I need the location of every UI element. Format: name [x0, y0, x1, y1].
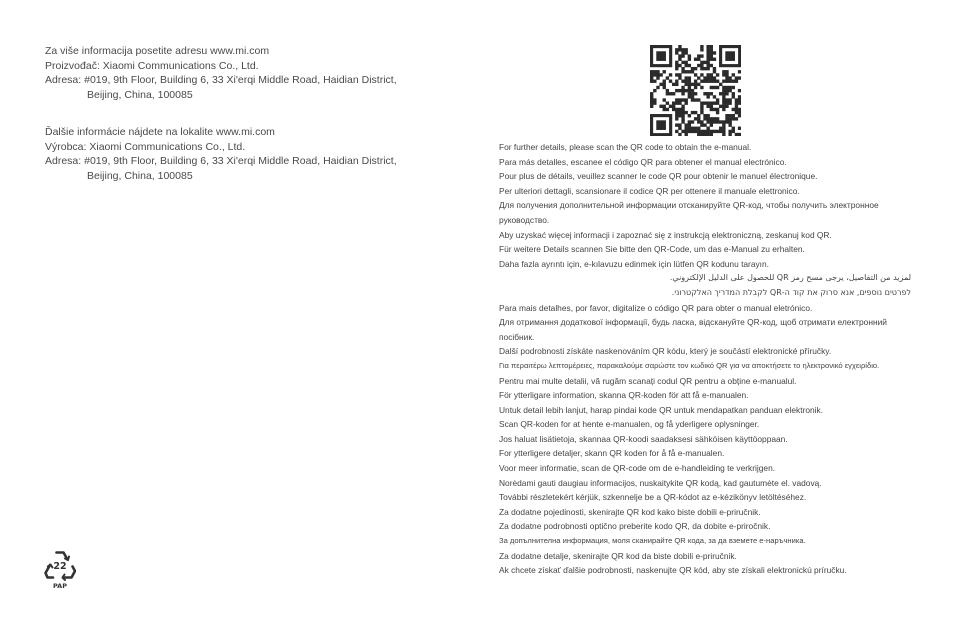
- instruction-line: Pentru mai multe detalii, vă rugăm scanați codul QR pentru a obține e-manualul.: [499, 375, 797, 386]
- instruction-line: لمزيد من التفاصيل، يرجى مسح رمز QR للحصول على الدليل الإلكتروني.: [669, 273, 911, 283]
- address-city-line: Beijing, China, 100085: [87, 169, 193, 182]
- instruction-line: Pour plus de détails, veuillez scanner le code QR pour obtenir le manuel électronique.: [499, 171, 818, 182]
- instruction-line: Ak chcete získať ďalšie podrobnosti, naskenujte QR kód, aby ste získali elektronickú príručku.: [499, 565, 847, 576]
- instruction-line: Voor meer informatie, scan de QR-code om de e-handleiding te verkrijgen.: [499, 463, 776, 474]
- manufacturer-line: Proizvođač: Xiaomi Communications Co., Ltd.: [45, 59, 259, 72]
- instruction-line: Scan QR-koden for at hente e-manualen, og få yderligere oplysninger.: [499, 419, 760, 430]
- instruction-line: Další podrobnosti získáte naskenováním QR kódu, který je součástí elektronické příručky.: [499, 346, 832, 357]
- instruction-line: Para más detalles, escanee el código QR para obtener el manual electrónico.: [499, 156, 787, 167]
- instruction-line: Za dodatne detalje, skenirajte QR kod da biste dobili e-priručnik.: [499, 550, 737, 561]
- instruction-line: Norėdami gauti daugiau informacijos, nuskaitykite QR kodą, kad gautumėte el. vadovą.: [499, 477, 822, 488]
- qr-code-icon: [650, 45, 741, 136]
- instruction-line: לפרטים נוספים, אנא סרוק את קוד ה-QR לקבלת המדריך האלקטרוני.: [671, 287, 911, 297]
- instruction-line: För ytterligare information, skanna QR-koden för att få e-manualen.: [499, 390, 749, 401]
- instruction-line: За допълнителна информация, моля сканирайте QR кода, за да вземете е-наръчника.: [499, 536, 806, 546]
- instruction-line: For ytterligere detaljer, skann QR koden for å få e-manualen.: [499, 448, 725, 459]
- instruction-line: Для отримання додаткової інформації, будь ласка, відскануйте QR-код, щоб отримати електронний посібник.: [499, 317, 887, 342]
- instruction-line: További részletekért kérjük, szkennelje be a QR-kódot az e-kézikönyv letöltéséhez.: [499, 492, 807, 503]
- instruction-line: Daha fazla ayrıntı için, e-kılavuzu edinmek için lütfen QR kodunu tarayın.: [499, 258, 769, 269]
- website-line: Ďalšie informácie nájdete na lokalite www.mi.com: [45, 126, 275, 138]
- recycling-logo: [44, 549, 76, 591]
- instruction-line: Για περαιτέρω λεπτομέρειες, παρακαλούμε σαρώστε τον κωδικό QR για να αποκτήσετε το ηλεκτρονικό εγχειρίδιο.: [499, 360, 880, 370]
- instruction-line: Aby uzyskać więcej informacji i zapoznać się z instrukcją elektroniczną, zeskanuj kod QR.: [499, 229, 832, 240]
- instruction-line: For further details, please scan the QR code to obtain the e-manual.: [499, 142, 752, 152]
- contact-block-slovak: [45, 125, 465, 183]
- address-line: Adresa: #019, 9th Floor, Building 6, 33 Xi'erqi Middle Road, Haidian District,: [45, 155, 397, 167]
- instruction-line: Per ulteriori dettagli, scansionare il codice QR per ottenere il manuale elettronico.: [499, 185, 800, 196]
- manufacturer-line: Výrobca: Xiaomi Communications Co., Ltd.: [45, 140, 246, 153]
- instruction-line: Za dodatne pojedinosti, skenirajte QR kod kako biste dobili e-priručnik.: [499, 506, 761, 517]
- contact-block-serbian: [45, 44, 465, 102]
- recycling-material: PAP: [53, 582, 67, 590]
- recycling-code: 22: [53, 561, 67, 572]
- instruction-line: Para mais detalhes, por favor, digitalize o código QR para obter o manual eletrónico.: [499, 302, 813, 313]
- instruction-line: Untuk detail lebih lanjut, harap pindai kode QR untuk mendapatkan panduan elektronik.: [499, 404, 824, 415]
- address-city-line: Beijing, China, 100085: [87, 88, 193, 101]
- instruction-line: Für weitere Details scannen Sie bitte den QR-Code, um das e-Manual zu erhalten.: [499, 244, 805, 255]
- qr-pattern: [650, 45, 741, 136]
- qr-instructions-list: [499, 140, 919, 578]
- address-line: Adresa: #019, 9th Floor, Building 6, 33 Xi'erqi Middle Road, Haidian District,: [45, 74, 397, 86]
- instruction-line: Для получения дополнительной информации отсканируйте QR-код, чтобы получить электронное руководство.: [499, 200, 879, 225]
- website-line: Za više informacija posetite adresu www.mi.com: [45, 45, 270, 57]
- instruction-line: Jos haluat lisätietoja, skannaa QR-koodi saadaksesi sähköisen käyttöoppaan.: [499, 433, 788, 444]
- instruction-line: Za dodatne podrobnosti optično preberite kodo QR, da dobite e-priročnik.: [499, 521, 771, 532]
